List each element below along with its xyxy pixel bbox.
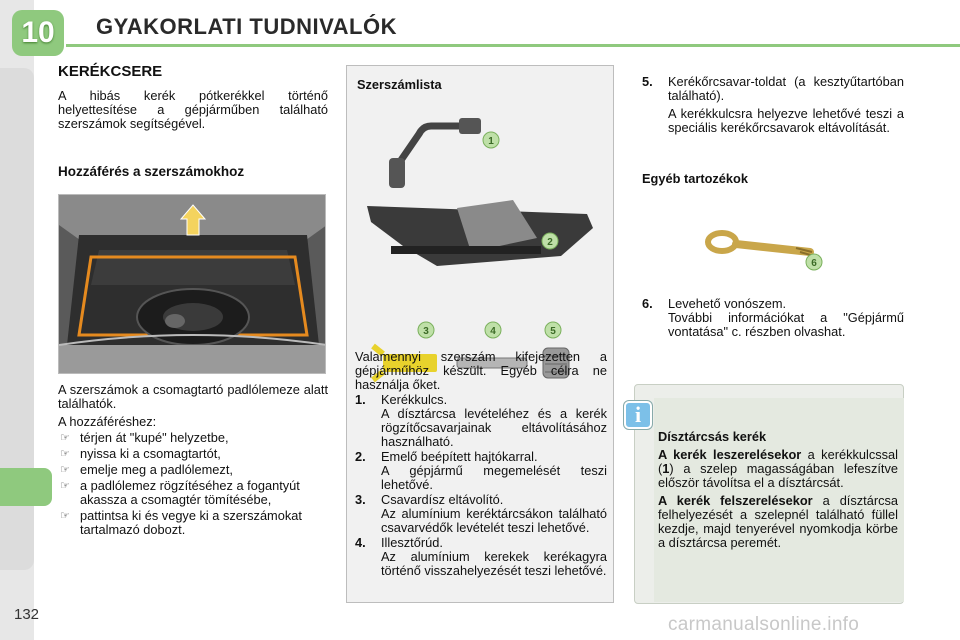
- intro-paragraph: A hibás kerék pótkerékkel történő helyettesítése a gépjárműben található szerszámok segítségével.: [58, 88, 328, 131]
- callout-layer: [347, 66, 615, 356]
- list-item: 2. Emelő beépített hajtókarral. A gépjármű megemelését teszi lehetővé.: [355, 449, 607, 492]
- list-item: ☞ nyissa ki a csomagtartót,: [60, 446, 221, 461]
- towing-eye-illustration: [700, 222, 840, 274]
- callout-badge: [545, 322, 561, 338]
- svg-text:1: 1: [488, 136, 494, 147]
- tool-list-panel: [346, 65, 614, 603]
- section-title: KERÉKCSERE: [58, 63, 163, 80]
- pointing-hand-icon: ☞: [60, 448, 70, 460]
- pointing-hand-icon: ☞: [60, 510, 70, 522]
- info-text: [658, 430, 898, 550]
- list-item: 6. Levehető vonószem. További információkat a "Gépjármű vontatása" c. részben olvashat.: [642, 296, 904, 339]
- watermark: carmanualsonline.info: [668, 614, 860, 635]
- page-title: GYAKORLATI TUDNIVALÓK: [96, 14, 397, 39]
- accessories-title: Egyéb tartozékok: [642, 171, 748, 186]
- list-item: 1. Kerékkulcs. A dísztárcsa levételéhez és a kerék rögzítőcsavarjainak eltávolításához használható.: [355, 392, 607, 449]
- list-item: 3. Csavardísz eltávolító. Az alumínium keréktárcsákon található csavarvédők levételét teszi lehetővé.: [355, 492, 607, 535]
- info-title: Dísztárcsás kerék: [658, 429, 767, 444]
- list-item: ☞ pattintsa ki és vegye ki a szerszámokat tartalmazó dobozt.: [60, 508, 302, 537]
- chapter-tab-marker: [0, 468, 52, 506]
- tool-list-title: Szerszámlista: [357, 77, 442, 92]
- pointing-hand-icon: ☞: [60, 432, 70, 444]
- svg-text:5: 5: [550, 326, 556, 337]
- access-lead: A hozzáféréshez:: [58, 414, 157, 429]
- pointing-hand-icon: ☞: [60, 480, 70, 492]
- tool-5-section: [642, 74, 904, 135]
- callout-badge: [483, 132, 499, 148]
- intro-section: [58, 62, 328, 131]
- callout-badge: [418, 322, 434, 338]
- tool-list-intro: Valamennyi szerszám kifejezetten a gépjárműhöz készült. Egyéb célra ne használja őket.: [355, 349, 607, 392]
- location-paragraph: A szerszámok a csomagtartó padlólemeze alatt találhatók.: [58, 382, 328, 411]
- list-item: ☞ térjen át "kupé" helyzetbe,: [60, 430, 229, 445]
- callout-badge: [542, 233, 558, 249]
- callout-badge: 6: [811, 258, 817, 269]
- header-rule: [66, 44, 960, 47]
- tool-6-section: [642, 296, 904, 339]
- svg-text:4: 4: [490, 326, 496, 337]
- svg-text:3: 3: [423, 326, 429, 337]
- page-number: 132: [14, 606, 40, 623]
- page-header: [0, 0, 960, 62]
- access-steps: [58, 383, 328, 537]
- trunk-photo: [58, 194, 326, 374]
- info-icon: i: [624, 401, 652, 429]
- list-item: ☞ emelje meg a padlólemezt,: [60, 462, 233, 477]
- chapter-number-badge: 10: [12, 10, 64, 56]
- pointing-hand-icon: ☞: [60, 464, 70, 476]
- svg-text:2: 2: [547, 237, 553, 248]
- info-paragraph: A kerék felszerelésekor a dísztárcsa felhelyezését a szelepnél található füllel kezdje, majd tenyerével nyomkodja körbe a dísztárcsa peremét.: [658, 493, 899, 550]
- info-paragraph: A kerék leszerelésekor a kerékkulcssal (1) a szelep magasságában lefeszítve először távolítsa el a dísztárcsát.: [658, 447, 898, 490]
- list-item: 5. Kerékőrcsavar-toldat (a kesztyűtartóban található). A kerékkulcsra helyezve lehetővé teszi a speciális kerékőrcsavarok eltávolítását.: [642, 74, 904, 135]
- callout-badge: [485, 322, 501, 338]
- list-item: 4. Illesztőrúd. Az alumínium kerekek kerékagyra történő visszahelyezését teszi lehetővé.: [355, 535, 607, 578]
- access-title: Hozzáférés a szerszámokhoz: [58, 164, 245, 179]
- tool-list-text: [355, 350, 607, 578]
- trunk-illustration: [59, 195, 326, 374]
- list-item: ☞ a padlólemez rögzítéséhez a fogantyút akassza a csomagtér tömítésébe,: [60, 478, 300, 507]
